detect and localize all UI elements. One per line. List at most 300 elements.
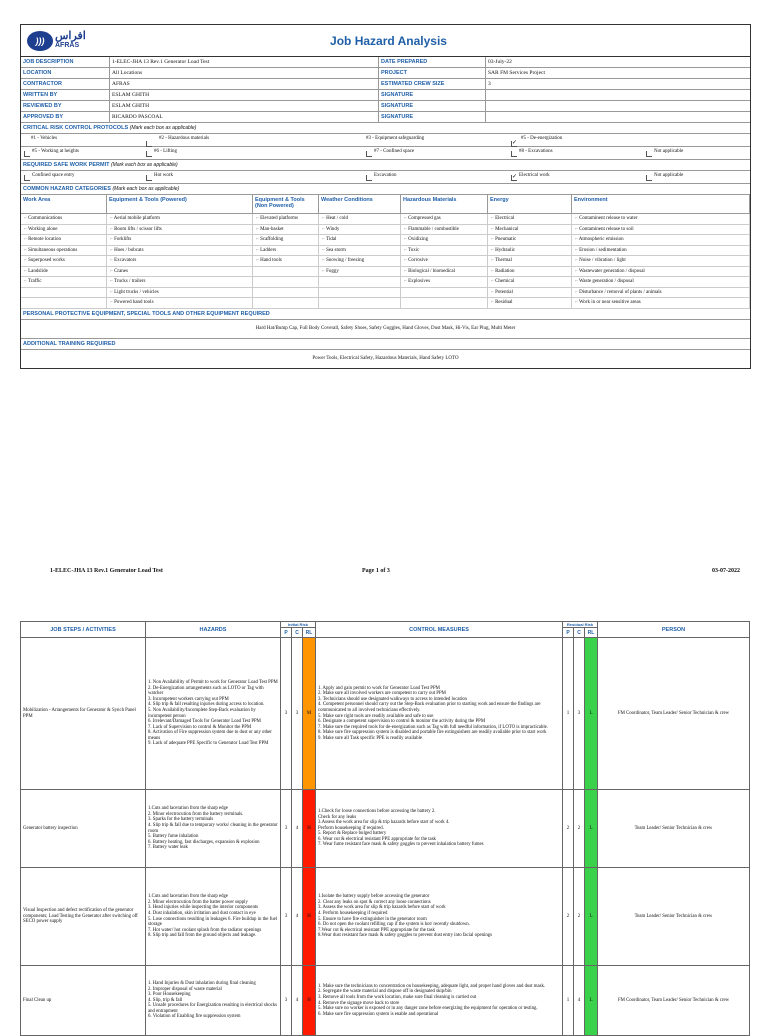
checkbox[interactable]: ⌐ <box>256 258 261 263</box>
empty-cell <box>253 298 319 309</box>
controls-line: 8. Make sure fire suppression system is disabled and portable fire extinguishers are readily available prior to start work <box>318 730 547 736</box>
hazard-option[interactable] <box>488 267 572 278</box>
hazards-line: 9. Lack of adequate PPE Specific to Generator Load Test PPM <box>148 741 269 747</box>
checkbox[interactable]: ⌐ <box>322 247 327 253</box>
checkbox[interactable]: ⌐ <box>24 216 29 221</box>
hazard-option-label: Toxic <box>407 247 420 253</box>
checkbox[interactable]: ⌐ <box>110 268 115 274</box>
initial-p: 3 <box>281 966 292 1036</box>
checkbox[interactable]: ⌐ <box>322 268 327 274</box>
hazards-line: 5. Unsafe procedures for Energization resulting in electrical shocks and entrapment <box>148 1003 277 1014</box>
hazard-option[interactable] <box>21 235 107 246</box>
hazard-option-label: Potential <box>495 289 513 295</box>
initial-c: 4 <box>292 790 303 868</box>
checkbox[interactable]: ⌐ <box>491 279 496 284</box>
hazard-option-label: Erosion / sedimentation <box>579 247 627 253</box>
initial-p: 3 <box>281 790 292 868</box>
hazard-option[interactable] <box>572 246 750 257</box>
residual-c: 3 <box>574 638 585 790</box>
checkbox[interactable]: ⌐ <box>575 237 579 242</box>
empty-cell <box>21 288 107 299</box>
info-value[interactable]: ESLAM GHITH <box>109 90 378 100</box>
checkbox[interactable]: ⌐ <box>404 216 409 221</box>
hazard-option[interactable] <box>253 235 319 246</box>
hazards-cell <box>146 790 281 868</box>
training-value: Power Tools, Electrical Safety, Hazardous Materials, Hand Safety LOTO <box>312 355 459 361</box>
hazard-option[interactable] <box>401 256 488 267</box>
hazard-option-label: Wastewater generation / disposal <box>578 268 645 274</box>
hazard-option-label: Boom lifts / scissor lifts <box>114 226 162 232</box>
hazard-option-label: Communications <box>28 216 63 221</box>
checkbox[interactable]: ⌐ <box>256 247 261 253</box>
hazard-option-label: Noise / vibration / light <box>579 258 626 263</box>
controls-line: 2. Clear any leaks on spot & correct any loose connections <box>318 899 431 905</box>
checkbox[interactable]: ⌐ <box>110 226 115 232</box>
initial-rl: M <box>303 638 316 790</box>
info-row <box>21 79 750 90</box>
hazards-line: 3. Head injuries while inspecting the interior components <box>148 905 259 911</box>
info-label: ESTIMATED CREW SIZE <box>378 79 485 89</box>
initial-p: 3 <box>281 638 292 790</box>
checkbox[interactable]: ⌐ <box>491 300 496 305</box>
hazard-option[interactable] <box>488 277 572 288</box>
info-row <box>21 90 750 101</box>
residual-c: 2 <box>574 868 585 966</box>
hazards-line: 5. Lose connections resulting in leakages 6. Fire buildup in the fuel storage <box>148 916 278 928</box>
hazards-line: 4. Slip trip & fall resulting injuries during access to location. <box>148 702 265 708</box>
checkbox[interactable]: ⌐ <box>322 258 327 263</box>
hazards-line: 2. Improper disposal of waste material <box>148 986 222 992</box>
checkbox[interactable]: ⌐ <box>491 216 496 221</box>
checkbox[interactable]: ⌐ <box>322 226 326 232</box>
controls-line: 7. Make sure the required tools for de-energization such as Tag with full needful information, if LOTO is impracticable. <box>318 724 548 730</box>
controls-cell <box>316 790 563 868</box>
info-label: WRITTEN BY <box>23 92 58 98</box>
checkbox-checked[interactable]: ✓ <box>512 140 518 146</box>
checkbox[interactable] <box>366 151 372 157</box>
hazard-option-label: Hoes / bobcats <box>114 247 144 253</box>
page-footer <box>50 568 740 580</box>
hazard-option[interactable] <box>572 256 750 267</box>
checkbox[interactable]: ⌐ <box>491 289 496 295</box>
step-cell: Final Clean up <box>21 966 146 1036</box>
hazard-option[interactable] <box>253 214 319 225</box>
residual-p-header: P <box>563 628 574 638</box>
hazard-column-header: Energy <box>488 195 572 214</box>
checkbox[interactable]: ⌐ <box>110 289 115 295</box>
info-row <box>21 68 750 79</box>
info-value[interactable]: 03-July-22 <box>485 57 750 67</box>
checkbox[interactable]: ⌐ <box>24 268 29 274</box>
logo-arabic: افراس <box>55 29 86 42</box>
checkbox[interactable] <box>646 175 652 181</box>
controls-line: 1. Apply and gain permit to work for Generator Load Test PPM <box>318 685 440 691</box>
checkbox[interactable]: ⌐ <box>110 216 114 221</box>
hazard-option[interactable] <box>401 235 488 246</box>
hazard-option-label: Contaminent release to water <box>579 216 638 221</box>
hazard-option-label: Pneumatic <box>495 237 517 242</box>
hazards-line: 4. Slip trip & fall due to temporary works/ cleaning in the generator room <box>148 822 278 834</box>
hazard-option-label: Mechanical <box>495 226 519 232</box>
hazards-line: 2. Minor electrocution from the batter power supply <box>148 899 248 905</box>
hazard-option-label: Radiation <box>495 268 515 274</box>
critical-item-label: #1 - Vehicles <box>31 136 58 141</box>
hazard-option[interactable] <box>401 277 488 288</box>
critical-item-label: Not applicable <box>654 149 684 154</box>
hazard-option-label: Biological / biomedical <box>408 268 456 274</box>
checkbox[interactable] <box>24 175 30 181</box>
hazards-header: HAZARDS <box>146 622 281 638</box>
hazard-column-header: Work Area <box>21 195 107 214</box>
initial-c-header: C <box>292 628 303 638</box>
controls-line: 7. Wear fume resistant face mask & safety goggles to prevent inhalation battery fumes <box>318 842 484 848</box>
hazards-line: 8. Slip trip and fall from the ground objects and leakage. <box>148 933 257 939</box>
hazard-option[interactable] <box>21 277 107 288</box>
hazard-option[interactable] <box>572 235 750 246</box>
hazards-line: 1. Hand Injuries & Dust inhalation during final cleaning <box>148 980 256 986</box>
checkbox[interactable] <box>146 151 152 157</box>
hazard-option[interactable] <box>572 267 750 278</box>
hazard-option[interactable] <box>319 256 401 267</box>
hazard-option[interactable] <box>488 225 572 236</box>
info-value[interactable] <box>485 112 750 122</box>
info-label: SIGNATURE <box>378 101 485 111</box>
checkbox[interactable]: ⌐ <box>256 237 261 242</box>
critical-row-1 <box>21 134 750 147</box>
checkbox[interactable]: ⌐ <box>322 216 327 221</box>
hazard-option[interactable] <box>253 246 319 257</box>
controls-line: 5. Report & Replace bulged battery <box>318 831 387 837</box>
critical-item-label: #6 - Lifting <box>154 149 178 154</box>
checkbox[interactable]: ⌐ <box>575 268 579 274</box>
logo-english: AFRAS <box>55 41 80 49</box>
hazard-option[interactable] <box>107 298 253 309</box>
hazard-option-label: Chemical <box>495 279 515 284</box>
person-cell: Team Leader/ Senior Technician & crew <box>598 868 750 966</box>
residual-risk-header: Residual Risk <box>563 622 598 628</box>
controls-cell <box>316 966 563 1036</box>
hazard-option[interactable] <box>488 214 572 225</box>
info-value[interactable]: 1-ELEC-JHA 13 Rev.1 Generator Load Test <box>109 57 378 67</box>
permit-item-label: Confined space entry <box>32 173 75 178</box>
hazard-option[interactable] <box>488 235 572 246</box>
initial-p: 3 <box>281 868 292 966</box>
checkbox[interactable]: ⌐ <box>110 237 115 242</box>
checkbox[interactable]: ⌐ <box>24 258 29 263</box>
hazard-option-label: Remote location <box>28 237 61 242</box>
checkbox[interactable]: ⌐ <box>404 226 409 232</box>
checkbox[interactable]: ⌐ <box>24 247 29 253</box>
hazard-option[interactable] <box>572 277 750 288</box>
hazard-option-label: Forklifts <box>114 237 132 242</box>
step-cell: Mobilization - Arrangements for Generator & Synch Panel PPM <box>21 638 146 790</box>
empty-cell <box>253 267 319 278</box>
critical-item-label: #5 - De-energization <box>521 136 563 141</box>
checkbox[interactable]: ⌐ <box>404 279 409 284</box>
hazard-option[interactable] <box>572 214 750 225</box>
hazard-option-label: Thermal <box>494 258 512 263</box>
initial-c: 4 <box>292 966 303 1036</box>
hazard-option[interactable] <box>488 298 572 309</box>
residual-rl-header: RL <box>585 628 598 638</box>
hazard-option[interactable] <box>107 256 253 267</box>
initial-p-header: P <box>281 628 292 638</box>
hazards-line: 6. Irrelevant/Damaged Tools for Generator Load Test PPM <box>148 719 261 725</box>
controls-line: 3. Remove all tools from the work location, make sure final cleaning is carried out <box>318 994 477 1000</box>
controls-line: 2. Make sure all involved workers are competent to carry out PPM <box>318 691 446 697</box>
checkbox[interactable]: ⌐ <box>110 258 115 263</box>
checkbox[interactable] <box>24 151 30 157</box>
controls-line: 1. Make sure the technicians to concentration on housekeeping, adequate light, and proper hand gloves and dust mask. <box>318 983 546 989</box>
hazard-option[interactable] <box>253 225 319 236</box>
hazard-option[interactable] <box>401 267 488 278</box>
info-row <box>21 57 750 68</box>
hazard-option[interactable] <box>488 246 572 257</box>
critical-item-label: #3 - Equipment safeguarding <box>366 136 425 141</box>
person-header: PERSON <box>598 622 750 638</box>
hazard-option[interactable] <box>21 256 107 267</box>
hazard-option[interactable] <box>21 225 107 236</box>
info-label: CONTRACTOR <box>23 81 63 87</box>
hazard-option[interactable] <box>107 235 253 246</box>
controls-line: 5. Make sure no worker is exposed or in any danger zone before energizing the equipment for operation or testing. <box>318 1006 538 1012</box>
hazards-line: 2. Minor electrocution from the battery terminals. <box>148 811 244 817</box>
hazard-option-label: Waste generation / disposal <box>578 279 634 284</box>
info-label: JOB DESCRIPTION <box>23 59 74 65</box>
controls-line: 2. Segregate the waste material and dispose off in designated skip/bin <box>318 989 452 995</box>
info-label: DATE PREPARED <box>378 57 485 67</box>
hazard-option[interactable] <box>107 246 253 257</box>
hazard-option-label: Electrical <box>495 216 515 221</box>
hazard-option[interactable] <box>319 267 401 278</box>
table-row <box>21 868 750 966</box>
info-value[interactable] <box>485 101 750 111</box>
checkbox[interactable]: ⌐ <box>575 279 579 284</box>
hazard-option[interactable] <box>107 277 253 288</box>
hazard-option[interactable] <box>401 225 488 236</box>
checkbox[interactable]: ⌐ <box>404 237 409 242</box>
checkbox[interactable] <box>646 151 652 157</box>
checkbox[interactable]: ⌐ <box>491 226 496 232</box>
critical-row-2 <box>21 147 750 160</box>
controls-line: 5. Ensure to have fire extinguisher in the generator room <box>318 916 427 922</box>
hazard-option[interactable] <box>488 288 572 299</box>
permit-item-label: Hot work <box>154 173 174 178</box>
residual-p: 2 <box>563 790 574 868</box>
info-value[interactable]: RICARDO PASCOAL <box>109 112 378 122</box>
info-row <box>21 112 750 123</box>
hazards-line: 1.Cuts and laceration from the sharp edge <box>148 806 229 812</box>
empty-cell <box>253 288 319 299</box>
hazards-line: 7. Lack of Supervision to control & Monitor the PPM <box>148 724 252 730</box>
empty-cell <box>319 288 401 299</box>
hazard-column-header: Environment <box>572 195 750 214</box>
checkbox[interactable]: ⌐ <box>575 258 580 263</box>
checkbox[interactable]: ⌐ <box>404 258 409 263</box>
checkbox-checked[interactable]: ✓ <box>512 174 518 180</box>
residual-rl: L <box>585 790 598 868</box>
controls-line: 4. Remove the signage move back to store <box>318 1000 400 1006</box>
hazard-option[interactable] <box>107 225 253 236</box>
residual-p: 2 <box>563 868 574 966</box>
empty-cell <box>319 277 401 288</box>
info-row <box>21 101 750 112</box>
hazards-cell <box>146 638 281 790</box>
hazards-line: 6. Battery heating, fast discharges, expansion & explosion <box>148 839 260 845</box>
hazard-option[interactable] <box>401 246 488 257</box>
hazard-option-label: Residual <box>495 300 513 305</box>
checkbox[interactable]: ⌐ <box>256 226 261 232</box>
jha-form <box>20 24 751 369</box>
controls-line: 1.Check for loose connections before accessing the battery 2. <box>318 808 436 814</box>
hazards-line: 3. Incompetent workers carrying out PPM <box>148 696 229 702</box>
table-row <box>21 966 750 1036</box>
hazard-option-label: Landslide <box>28 268 48 274</box>
checkbox[interactable] <box>511 151 517 157</box>
controls-line: 5. Make sure right tools are readily available and safe to use <box>318 713 434 719</box>
hazard-option-label: Cranes <box>114 268 128 274</box>
checkbox[interactable]: ⌐ <box>575 226 580 232</box>
hazard-option-label: Ladders <box>260 247 277 253</box>
hazards-line: 1. Non Availability of Permit to work for Generator Load Test PPM <box>148 679 278 685</box>
hazard-option[interactable] <box>572 288 750 299</box>
checkbox[interactable]: ⌐ <box>491 237 496 242</box>
initial-rl-header: RL <box>303 628 316 638</box>
hazard-option[interactable] <box>319 225 401 236</box>
hazard-option-label: Traffic <box>27 279 42 284</box>
controls-line: 6. Do not open the coolant refilling cap if the system is hot/ recently shutdown. <box>318 922 470 928</box>
hazard-option[interactable] <box>21 267 107 278</box>
checkbox[interactable]: ⌐ <box>404 247 408 253</box>
hazard-option[interactable] <box>107 214 253 225</box>
hazard-option-label: Heat / cold <box>326 216 349 221</box>
hazard-option-label: Explosives <box>408 279 431 284</box>
initial-c: 3 <box>292 638 303 790</box>
hazards-cell <box>146 966 281 1036</box>
hazard-option[interactable] <box>107 288 253 299</box>
empty-cell <box>401 288 488 299</box>
hazard-option-label: Hand tools <box>260 258 282 263</box>
hazard-option-label: Corrosive <box>408 258 428 263</box>
residual-c-header: C <box>574 628 585 638</box>
info-value[interactable]: ESLAM GHITH <box>109 101 378 111</box>
checkbox[interactable]: ⌐ <box>110 279 114 284</box>
hazard-option[interactable] <box>21 246 107 257</box>
hazard-option-label: Working alone <box>27 226 58 232</box>
info-value[interactable]: AFRAS <box>109 79 378 89</box>
checkbox[interactable]: ⌐ <box>491 247 496 253</box>
critical-risk-section-title: CRITICAL RISK CONTROL PROTOCOLS (Mark each box as applicable) <box>21 123 750 134</box>
residual-c: 4 <box>574 966 585 1036</box>
person-cell: FM Coordinator, Team Leader/ Senior Technician & crew <box>598 966 750 1036</box>
controls-line: 1.Isolate the battery supply before accessing the generator <box>318 894 430 900</box>
controls-line: Perform housekeeping if required. <box>318 825 384 831</box>
logo-mark-icon: ))) <box>27 31 53 51</box>
controls-line: 6. Wear cut & electrical resistant PPE appropriate for the task <box>318 836 436 842</box>
table-row <box>21 638 750 790</box>
checkbox[interactable]: ⌐ <box>110 247 115 253</box>
checkbox[interactable]: ⌐ <box>24 279 28 284</box>
hazards-line: 7. Hot water/ hot coolant splash from the radiator openings <box>148 927 262 933</box>
steps-header: JOB STEPS / ACTIVITIES <box>21 622 146 638</box>
hazard-option-label: Flammable / combustible <box>408 226 459 232</box>
hazard-option[interactable] <box>319 214 401 225</box>
hazards-line: 3. Sparks for the battery terminals <box>148 817 214 823</box>
permit-item-label: Not applicable <box>654 173 684 178</box>
hazard-option-label: Foggy <box>326 268 339 274</box>
checkbox[interactable] <box>366 175 372 181</box>
checkbox[interactable]: ⌐ <box>491 258 495 263</box>
checkbox[interactable]: ⌐ <box>575 216 580 221</box>
checkbox[interactable]: ⌐ <box>404 268 409 274</box>
info-value[interactable]: SAR FM Services Project <box>485 68 750 78</box>
hazard-option[interactable] <box>319 235 401 246</box>
hazard-option[interactable] <box>21 214 107 225</box>
hazards-line: 5. Battery fume inhalation <box>148 834 199 840</box>
checkbox[interactable]: ⌐ <box>24 226 28 232</box>
checkbox[interactable] <box>146 175 152 181</box>
info-value[interactable] <box>485 90 750 100</box>
checkbox[interactable]: ⌐ <box>322 237 326 242</box>
page-title: Job Hazard Analysis <box>330 33 447 48</box>
empty-cell <box>319 298 401 309</box>
controls-line: 6. Designate a competent supervision to control & monitor the activity during the PPM <box>318 719 486 725</box>
hazard-option[interactable] <box>319 246 401 257</box>
empty-cell <box>253 277 319 288</box>
hazard-column-header: Weather Conditions <box>319 195 401 214</box>
checkbox[interactable]: ⌐ <box>491 268 496 274</box>
checkbox[interactable]: ⌐ <box>575 289 580 295</box>
info-label: APPROVED BY <box>23 114 64 120</box>
info-label: PROJECT <box>378 68 485 78</box>
hazard-option-label: Elevated platforms <box>260 216 298 221</box>
footer-document-id: 1-ELEC-JHA 13 Rev.1 Generator Load Test <box>50 568 163 574</box>
footer-date: 03-07-2022 <box>712 568 740 574</box>
checkbox[interactable]: ⌐ <box>256 216 261 221</box>
critical-item-label: #5 - Working at heights <box>32 149 79 154</box>
hazard-option-label: Oxidizing <box>408 237 429 242</box>
hazard-option[interactable] <box>572 298 750 309</box>
training-section-title: ADDITIONAL TRAINING REQUIRED <box>21 339 750 350</box>
hazard-option[interactable] <box>253 256 319 267</box>
permit-row <box>21 171 750 184</box>
empty-cell <box>21 298 107 309</box>
info-value[interactable]: All Locations <box>109 68 378 78</box>
controls-line: 4. Perform housekeeping if required <box>318 910 388 916</box>
info-value[interactable]: 3 <box>485 79 750 89</box>
checkbox[interactable]: ⌐ <box>24 237 29 242</box>
info-label: SIGNATURE <box>378 90 485 100</box>
controls-line: 3. Assess the work area for slip & trip hazards before start of work <box>318 905 446 911</box>
hazard-option[interactable] <box>488 256 572 267</box>
hazard-option[interactable] <box>107 267 253 278</box>
step-cell: Generator battery inspection <box>21 790 146 868</box>
checkbox[interactable]: ⌐ <box>110 300 115 305</box>
hazards-line: 3. Poor Housekeeping <box>148 992 191 998</box>
hazards-line: 7. Battery water leak <box>148 845 188 851</box>
controls-header: CONTROL MEASURES <box>316 622 563 638</box>
initial-risk-header: Initial Risk <box>281 622 316 628</box>
checkbox[interactable]: ⌐ <box>575 247 580 253</box>
hazard-option[interactable] <box>572 225 750 236</box>
hazard-option-label: Sea storm <box>326 247 346 253</box>
hazard-option-label: Tidal <box>325 237 337 242</box>
hazard-category-grid <box>21 195 750 309</box>
hazard-option-label: Excavators <box>114 258 137 263</box>
info-label: SIGNATURE <box>378 112 485 122</box>
hazard-option[interactable] <box>401 214 488 225</box>
checkbox[interactable]: ⌐ <box>575 300 579 305</box>
